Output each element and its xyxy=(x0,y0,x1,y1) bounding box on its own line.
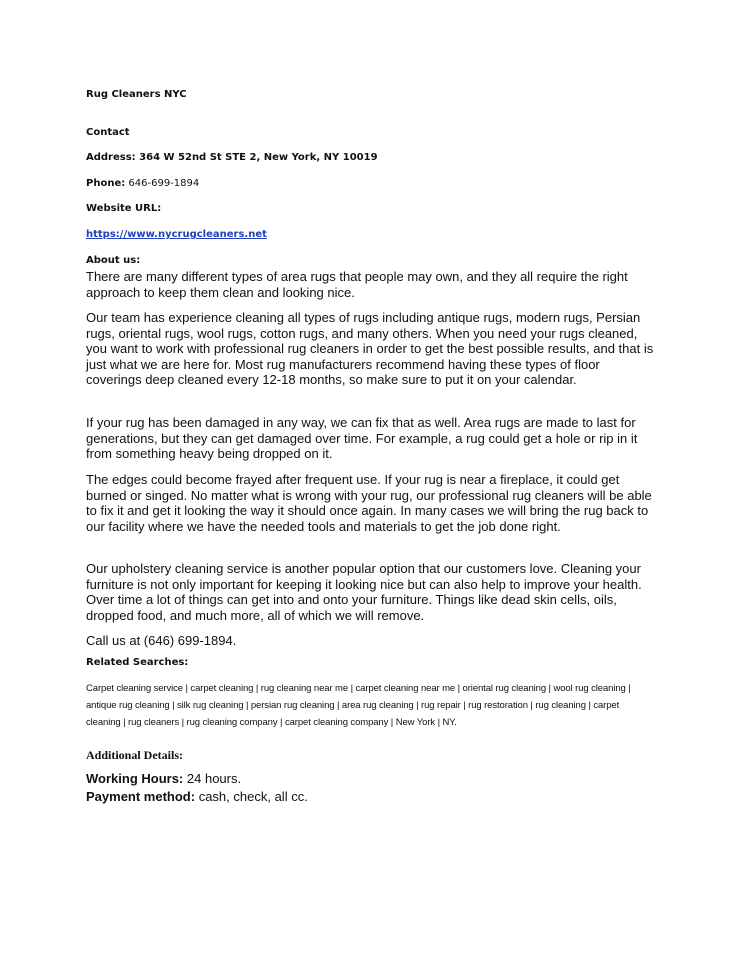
about-paragraph: The edges could become frayed after frequent use. If your rug is near a fireplace, it could get burned or singed. No matter what is wrong with your rug, our professional rug cleaners will be able to fix it and get it looking the way it should once again. In many cases we will bring the rug back to our facility where we have the needed tools and materials to get the job done right. xyxy=(86,472,652,534)
phone-value: 646-699-1894 xyxy=(128,178,200,189)
about-paragraph: Our team has experience cleaning all types of rugs including antique rugs, modern rugs, Persian rugs, oriental rugs, wool rugs, cotton rugs, and many others. When you need your rugs cleaned, you want to work with professional rug cleaners in order to get the best possible results, and that is just what we are here for. Most rug manufacturers recommend having these types of floor coverings deep cleaned every 12-18 months, so make sure to put it on your calendar. xyxy=(86,310,654,388)
phone-label: Phone: xyxy=(86,178,126,189)
about-paragraph: There are many different types of area rugs that people may own, and they all require the right approach to keep them clean and looking nice. xyxy=(86,269,628,300)
about-label: About us: xyxy=(86,255,141,266)
call-us-line: Call us at (646) 699-1894. xyxy=(86,633,237,648)
additional-details-label: Additional Details: xyxy=(86,748,184,762)
address-line: Address: 364 W 52nd St STE 2, New York, NY 10019 xyxy=(86,152,378,163)
business-name: Rug Cleaners NYC xyxy=(86,89,187,100)
working-hours-value: 24 hours. xyxy=(186,771,242,786)
payment-method-value: cash, check, all cc. xyxy=(198,789,308,804)
related-searches-label: Related Searches: xyxy=(86,657,189,668)
working-hours-label: Working Hours: xyxy=(86,771,184,786)
related-searches-list: Carpet cleaning service | carpet cleaning | rug cleaning near me | carpet cleaning near me | oriental rug cleaning | wool rug cleaning | antique rug cleaning | silk rug cleaning | persian rug cleaning | area rug cleaning | rug repair | rug restoration | rug cleaning | carpet cleaning | rug cleaners | rug cleaning company | carpet cleaning company | New York | NY. xyxy=(86,683,631,728)
phone-line xyxy=(86,178,199,189)
payment-method-label: Payment method: xyxy=(86,789,196,804)
working-hours-line xyxy=(86,771,241,786)
about-paragraph: Our upholstery cleaning service is another popular option that our customers love. Cleaning your furniture is not only important for keeping it looking nice but can also help to improve your health. Over time a lot of things can get into and onto your furniture. Things like dead skin cells, oils, dropped food, and much more, all of which we will remove. xyxy=(86,561,642,623)
website-label: Website URL: xyxy=(86,203,162,214)
website-link[interactable]: https://www.nycrugcleaners.net xyxy=(86,229,267,240)
about-paragraph: If your rug has been damaged in any way, we can fix that as well. Area rugs are made to last for generations, but they can get damaged over time. For example, a rug could get a hole or rip in it from something heavy being dropped on it. xyxy=(86,415,638,462)
contact-heading: Contact xyxy=(86,127,130,138)
payment-method-line xyxy=(86,789,308,804)
